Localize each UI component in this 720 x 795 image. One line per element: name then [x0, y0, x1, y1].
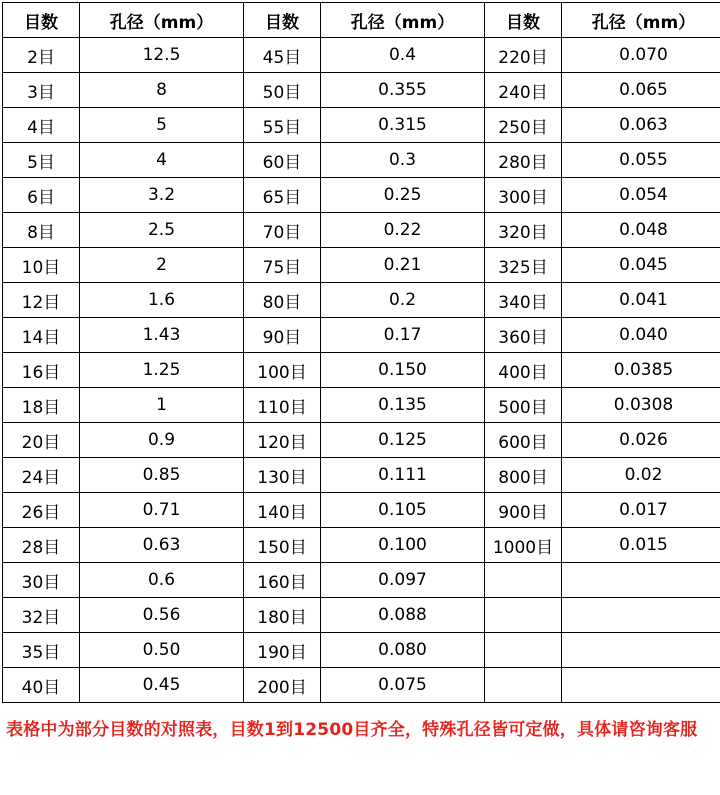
table-cell-mesh: 12目 [3, 283, 80, 318]
table-cell-aperture: 0.50 [80, 633, 244, 668]
table-cell-mesh: 55目 [244, 108, 321, 143]
table-row [3, 73, 720, 108]
table-cell-aperture: 0.315 [321, 108, 485, 143]
table-cell-empty [562, 598, 720, 633]
table-cell-mesh: 250目 [485, 108, 562, 143]
table-cell-aperture: 0.2 [321, 283, 485, 318]
table-cell-aperture: 0.026 [562, 423, 720, 458]
table-row [3, 213, 720, 248]
table-row [3, 598, 720, 633]
table-cell-aperture: 1.43 [80, 318, 244, 353]
table-row [3, 143, 720, 178]
table-row [3, 563, 720, 598]
table-cell-empty [485, 633, 562, 668]
table-cell-aperture: 2 [80, 248, 244, 283]
table-cell-mesh: 20目 [3, 423, 80, 458]
table-cell-mesh: 150目 [244, 528, 321, 563]
table-cell-aperture: 0.125 [321, 423, 485, 458]
table-cell-aperture: 0.22 [321, 213, 485, 248]
table-cell-aperture: 0.105 [321, 493, 485, 528]
mesh-aperture-table [2, 2, 720, 703]
table-cell-aperture: 0.075 [321, 668, 485, 703]
table-cell-mesh: 5目 [3, 143, 80, 178]
table-cell-mesh: 200目 [244, 668, 321, 703]
table-cell-mesh: 110目 [244, 388, 321, 423]
table-row [3, 493, 720, 528]
table-cell-aperture: 0.0308 [562, 388, 720, 423]
table-cell-mesh: 18目 [3, 388, 80, 423]
table-cell-aperture: 0.6 [80, 563, 244, 598]
table-body [3, 38, 720, 703]
header-aperture-3: 孔径（mm） [562, 3, 720, 38]
table-cell-aperture: 0.4 [321, 38, 485, 73]
table-cell-aperture: 0.100 [321, 528, 485, 563]
table-cell-mesh: 220目 [485, 38, 562, 73]
table-cell-mesh: 240目 [485, 73, 562, 108]
table-cell-mesh: 6目 [3, 178, 80, 213]
table-cell-mesh: 35目 [3, 633, 80, 668]
table-header-row [3, 3, 720, 38]
table-cell-mesh: 60目 [244, 143, 321, 178]
table-cell-empty [562, 668, 720, 703]
table-cell-aperture: 1.25 [80, 353, 244, 388]
table-cell-mesh: 24目 [3, 458, 80, 493]
table-row [3, 38, 720, 73]
table-cell-empty [562, 633, 720, 668]
footer-note: 表格中为部分目数的对照表，目数1到12500目齐全，特殊孔径皆可定做，具体请咨询客服 [6, 717, 716, 743]
table-cell-mesh: 325目 [485, 248, 562, 283]
table-cell-aperture: 0.85 [80, 458, 244, 493]
table-cell-aperture: 12.5 [80, 38, 244, 73]
table-cell-mesh: 140目 [244, 493, 321, 528]
table-cell-mesh: 32目 [3, 598, 80, 633]
table-cell-mesh: 500目 [485, 388, 562, 423]
table-cell-aperture: 0.017 [562, 493, 720, 528]
table-cell-mesh: 340目 [485, 283, 562, 318]
header-mesh-2: 目数 [244, 3, 321, 38]
table-cell-aperture: 2.5 [80, 213, 244, 248]
table-cell-mesh: 26目 [3, 493, 80, 528]
table-row [3, 668, 720, 703]
table-cell-aperture: 0.080 [321, 633, 485, 668]
table-cell-aperture: 0.070 [562, 38, 720, 73]
table-cell-mesh: 8目 [3, 213, 80, 248]
table-cell-mesh: 1000目 [485, 528, 562, 563]
table-cell-aperture: 0.048 [562, 213, 720, 248]
table-cell-aperture: 0.3 [321, 143, 485, 178]
table-cell-aperture: 0.097 [321, 563, 485, 598]
table-cell-aperture: 0.71 [80, 493, 244, 528]
table-cell-mesh: 65目 [244, 178, 321, 213]
table-row [3, 108, 720, 143]
table-cell-mesh: 30目 [3, 563, 80, 598]
table-cell-aperture: 0.25 [321, 178, 485, 213]
table-cell-aperture: 0.17 [321, 318, 485, 353]
header-mesh-3: 目数 [485, 3, 562, 38]
table-cell-mesh: 300目 [485, 178, 562, 213]
table-cell-aperture: 0.054 [562, 178, 720, 213]
table-row [3, 353, 720, 388]
table-cell-mesh: 130目 [244, 458, 321, 493]
table-cell-aperture: 0.21 [321, 248, 485, 283]
table-cell-aperture: 0.015 [562, 528, 720, 563]
table-cell-mesh: 70目 [244, 213, 321, 248]
table-cell-aperture: 0.355 [321, 73, 485, 108]
table-cell-empty [485, 563, 562, 598]
table-row [3, 528, 720, 563]
table-cell-aperture: 1 [80, 388, 244, 423]
table-cell-mesh: 900目 [485, 493, 562, 528]
table-cell-aperture: 8 [80, 73, 244, 108]
table-cell-aperture: 0.02 [562, 458, 720, 493]
table-cell-mesh: 100目 [244, 353, 321, 388]
table-cell-aperture: 3.2 [80, 178, 244, 213]
table-cell-mesh: 160目 [244, 563, 321, 598]
table-cell-mesh: 320目 [485, 213, 562, 248]
table-cell-mesh: 2目 [3, 38, 80, 73]
table-cell-aperture: 0.135 [321, 388, 485, 423]
table-cell-aperture: 0.040 [562, 318, 720, 353]
table-cell-mesh: 360目 [485, 318, 562, 353]
table-cell-mesh: 75目 [244, 248, 321, 283]
table-cell-aperture: 0.041 [562, 283, 720, 318]
table-cell-aperture: 0.56 [80, 598, 244, 633]
table-cell-aperture: 0.045 [562, 248, 720, 283]
header-mesh-1: 目数 [3, 3, 80, 38]
table-cell-mesh: 50目 [244, 73, 321, 108]
table-cell-mesh: 190目 [244, 633, 321, 668]
table-cell-mesh: 90目 [244, 318, 321, 353]
table-cell-mesh: 16目 [3, 353, 80, 388]
header-aperture-2: 孔径（mm） [321, 3, 485, 38]
table-cell-aperture: 0.063 [562, 108, 720, 143]
table-cell-mesh: 28目 [3, 528, 80, 563]
table-cell-aperture: 0.150 [321, 353, 485, 388]
table-cell-mesh: 120目 [244, 423, 321, 458]
table-cell-aperture: 0.63 [80, 528, 244, 563]
table-row [3, 318, 720, 353]
table-cell-mesh: 600目 [485, 423, 562, 458]
table-cell-mesh: 45目 [244, 38, 321, 73]
table-row [3, 458, 720, 493]
table-cell-aperture: 0.111 [321, 458, 485, 493]
table-cell-mesh: 10目 [3, 248, 80, 283]
table-cell-mesh: 40目 [3, 668, 80, 703]
table-cell-aperture: 5 [80, 108, 244, 143]
table-cell-aperture: 0.9 [80, 423, 244, 458]
table-row [3, 388, 720, 423]
table-row [3, 423, 720, 458]
table-row [3, 283, 720, 318]
table-cell-aperture: 4 [80, 143, 244, 178]
table-cell-empty [562, 563, 720, 598]
table-cell-mesh: 14目 [3, 318, 80, 353]
table-cell-empty [485, 668, 562, 703]
table-cell-mesh: 800目 [485, 458, 562, 493]
table-cell-aperture: 0.0385 [562, 353, 720, 388]
table-cell-mesh: 80目 [244, 283, 321, 318]
table-row [3, 633, 720, 668]
table-cell-mesh: 180目 [244, 598, 321, 633]
table-cell-aperture: 0.065 [562, 73, 720, 108]
header-aperture-1: 孔径（mm） [80, 3, 244, 38]
table-cell-aperture: 1.6 [80, 283, 244, 318]
table-row [3, 248, 720, 283]
table-cell-aperture: 0.088 [321, 598, 485, 633]
table-row [3, 178, 720, 213]
table-cell-mesh: 3目 [3, 73, 80, 108]
table-cell-mesh: 4目 [3, 108, 80, 143]
table-cell-aperture: 0.45 [80, 668, 244, 703]
table-cell-empty [485, 598, 562, 633]
table-cell-mesh: 400目 [485, 353, 562, 388]
table-cell-mesh: 280目 [485, 143, 562, 178]
table-cell-aperture: 0.055 [562, 143, 720, 178]
